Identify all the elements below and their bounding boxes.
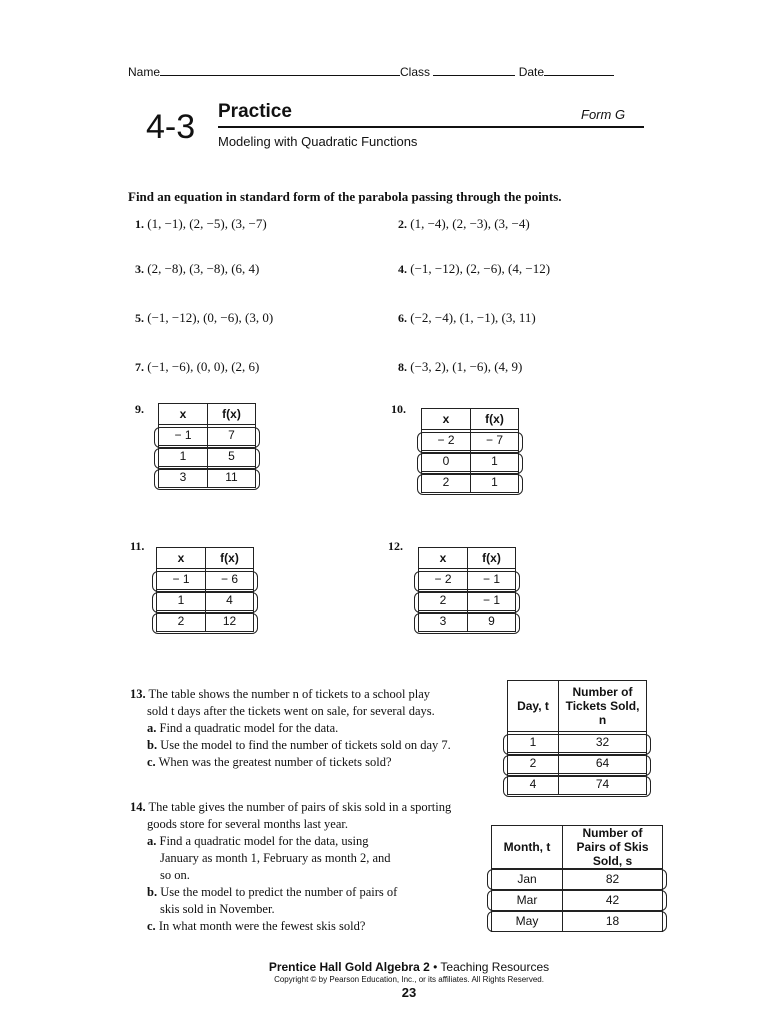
- row-outline: [503, 755, 651, 776]
- table-cell: 12: [206, 611, 254, 632]
- header-line: [128, 64, 614, 79]
- table-cell: 32: [559, 732, 647, 753]
- table-cell: − 7: [471, 430, 519, 451]
- row-outline: [414, 613, 520, 634]
- table-cell: 2: [419, 590, 468, 611]
- table-cell: 74: [559, 774, 647, 795]
- table-cell: 64: [559, 753, 647, 774]
- problem-8: [398, 359, 522, 375]
- problem-number: 10.: [391, 402, 406, 416]
- part-label: a.: [147, 834, 157, 848]
- row-outline: [503, 776, 651, 797]
- row-outline: [487, 890, 667, 911]
- class-field[interactable]: [433, 64, 515, 76]
- part-b: [130, 737, 490, 754]
- table-cell: 9: [468, 611, 516, 632]
- table-cell: 1: [157, 590, 206, 611]
- table-cell: 3: [419, 611, 468, 632]
- problem-number: 4.: [398, 262, 407, 276]
- problem-number: 5.: [135, 311, 144, 325]
- row-outline: [417, 453, 523, 474]
- problem-text: The table shows the number n of tickets to a school play: [148, 687, 431, 701]
- instructions: Find an equation in standard form of the parabola passing through the points.: [128, 189, 562, 204]
- part-a: [130, 833, 490, 850]
- row-outline: [417, 432, 523, 453]
- row-outline: [152, 592, 258, 613]
- part-text: Use the model to find the number of tickets sold on day 7.: [160, 738, 451, 752]
- row-outline: [414, 592, 520, 613]
- lesson-number: 4-3: [146, 108, 196, 146]
- table-cell: − 1: [157, 569, 206, 590]
- part-b: [130, 884, 490, 901]
- table-cell: 1: [471, 451, 519, 472]
- page-title: Practice: [218, 101, 292, 122]
- problem-number: 1.: [135, 217, 144, 231]
- table-cell: 4: [206, 590, 254, 611]
- table-cell: 1: [508, 732, 559, 753]
- problem-1: [135, 216, 267, 232]
- problem-number: 11.: [130, 539, 145, 553]
- problem-13: [130, 686, 490, 771]
- part-c: [130, 754, 490, 771]
- table-cell: 3: [159, 467, 208, 488]
- footer-resource: Teaching Resources: [440, 960, 550, 974]
- table-cell: − 1: [468, 569, 516, 590]
- name-field[interactable]: [160, 64, 400, 76]
- table-cell: 5: [208, 446, 256, 467]
- table-header: f(x): [206, 548, 254, 569]
- table-11: [156, 547, 254, 632]
- row-outline: [503, 734, 651, 755]
- table-cell: 11: [208, 467, 256, 488]
- table-cell: 2: [422, 472, 471, 493]
- table-cell: − 6: [206, 569, 254, 590]
- footer-bullet: •: [429, 960, 441, 974]
- problem-points: (−2, −4), (1, −1), (3, 11): [410, 310, 536, 325]
- part-text: When was the greatest number of tickets sold?: [158, 755, 392, 769]
- table-header: Number of Pairs of Skis Sold, s: [563, 826, 663, 869]
- date-field[interactable]: [544, 64, 614, 76]
- table-14: [491, 825, 663, 932]
- table-cell: 2: [157, 611, 206, 632]
- problem-number: 2.: [398, 217, 407, 231]
- problem-number: 9.: [135, 402, 144, 416]
- table-cell: Mar: [492, 890, 563, 911]
- problem-number: 12.: [388, 539, 403, 553]
- problem-number: 7.: [135, 360, 144, 374]
- part-text: Find a quadratic model for the data.: [159, 721, 339, 735]
- table-header: f(x): [471, 409, 519, 430]
- problem-2: [398, 216, 530, 232]
- table-cell: 7: [208, 425, 256, 446]
- problem-6: [398, 310, 536, 326]
- problem-text: sold t days after the tickets went on sale, for several days.: [147, 704, 435, 718]
- table-header: Month, t: [492, 826, 563, 869]
- problem-points: (−1, −12), (2, −6), (4, −12): [410, 261, 551, 276]
- table-cell: − 1: [468, 590, 516, 611]
- table-cell: 0: [422, 451, 471, 472]
- table-cell: 42: [563, 890, 663, 911]
- footer-copyright: Copyright © by Pearson Education, Inc., or its affiliates. All Rights Reserved.: [274, 975, 544, 984]
- part-label: b.: [147, 738, 158, 752]
- form-label: Form G: [581, 107, 626, 122]
- problem-5: [135, 310, 273, 326]
- table-header: f(x): [468, 548, 516, 569]
- table-header: x: [157, 548, 206, 569]
- page-subtitle: Modeling with Quadratic Functions: [218, 134, 418, 149]
- part-text: so on.: [160, 868, 190, 882]
- part-text: Use the model to predict the number of pairs of: [160, 885, 398, 899]
- row-outline: [487, 911, 667, 932]
- problem-number: 14.: [130, 800, 146, 814]
- name-label: Name: [128, 65, 161, 79]
- table-cell: 1: [159, 446, 208, 467]
- part-text: skis sold in November.: [160, 902, 275, 916]
- part-label: b.: [147, 885, 158, 899]
- row-outline: [154, 427, 260, 448]
- footer-book: Prentice Hall Gold Algebra 2: [268, 960, 430, 974]
- row-outline: [152, 571, 258, 592]
- problem-points: (1, −4), (2, −3), (3, −4): [410, 216, 530, 231]
- row-outline: [152, 613, 258, 634]
- class-label: Class: [400, 65, 431, 79]
- table-cell: 82: [563, 869, 663, 890]
- table-cell: Jan: [492, 869, 563, 890]
- row-outline: [417, 474, 523, 495]
- part-c: [130, 918, 490, 935]
- footer-line: [25, 960, 768, 974]
- table-header: Number of Tickets Sold, n: [559, 681, 647, 732]
- table-header: f(x): [208, 404, 256, 425]
- problem-number: 3.: [135, 262, 144, 276]
- problem-points: (1, −1), (2, −5), (3, −7): [147, 216, 267, 231]
- table-cell: 1: [471, 472, 519, 493]
- problem-14-line: [130, 799, 490, 816]
- table-12: [418, 547, 516, 632]
- problem-14: [130, 799, 490, 935]
- row-outline: [154, 448, 260, 469]
- table-9: [158, 403, 256, 488]
- problem-3: [135, 261, 259, 277]
- part-text: In what month were the fewest skis sold?: [158, 919, 366, 933]
- problem-text: The table gives the number of pairs of skis sold in a sporting: [148, 800, 452, 814]
- problem-points: (−1, −12), (0, −6), (3, 0): [147, 310, 274, 325]
- row-outline: [414, 571, 520, 592]
- part-a: [130, 720, 490, 737]
- table-cell: 2: [508, 753, 559, 774]
- part-label: c.: [147, 919, 156, 933]
- page-number: 23: [401, 985, 417, 1000]
- table-10: [421, 408, 519, 493]
- date-label: Date: [518, 65, 545, 79]
- part-label: c.: [147, 755, 156, 769]
- row-outline: [487, 869, 667, 890]
- problem-number: 13.: [130, 687, 146, 701]
- table-cell: May: [492, 911, 563, 932]
- table-13: [507, 680, 647, 795]
- table-cell: − 2: [422, 430, 471, 451]
- table-header: x: [419, 548, 468, 569]
- problem-7: [135, 359, 259, 375]
- problem-text: goods store for several months last year.: [147, 817, 348, 831]
- table-cell: − 1: [159, 425, 208, 446]
- problem-points: (2, −8), (3, −8), (6, 4): [147, 261, 260, 276]
- table-header: Day, t: [508, 681, 559, 732]
- problem-points: (−3, 2), (1, −6), (4, 9): [410, 359, 523, 374]
- table-cell: − 2: [419, 569, 468, 590]
- part-text: Find a quadratic model for the data, using: [159, 834, 369, 848]
- problem-13-line: [130, 686, 490, 703]
- problem-points: (−1, −6), (0, 0), (2, 6): [147, 359, 260, 374]
- row-outline: [154, 469, 260, 490]
- problem-4: [398, 261, 550, 277]
- table-header: x: [159, 404, 208, 425]
- table-cell: 4: [508, 774, 559, 795]
- problem-number: 8.: [398, 360, 407, 374]
- part-text: January as month 1, February as month 2, and: [160, 851, 391, 865]
- table-header: x: [422, 409, 471, 430]
- part-label: a.: [147, 721, 157, 735]
- table-cell: 18: [563, 911, 663, 932]
- problem-number: 6.: [398, 311, 407, 325]
